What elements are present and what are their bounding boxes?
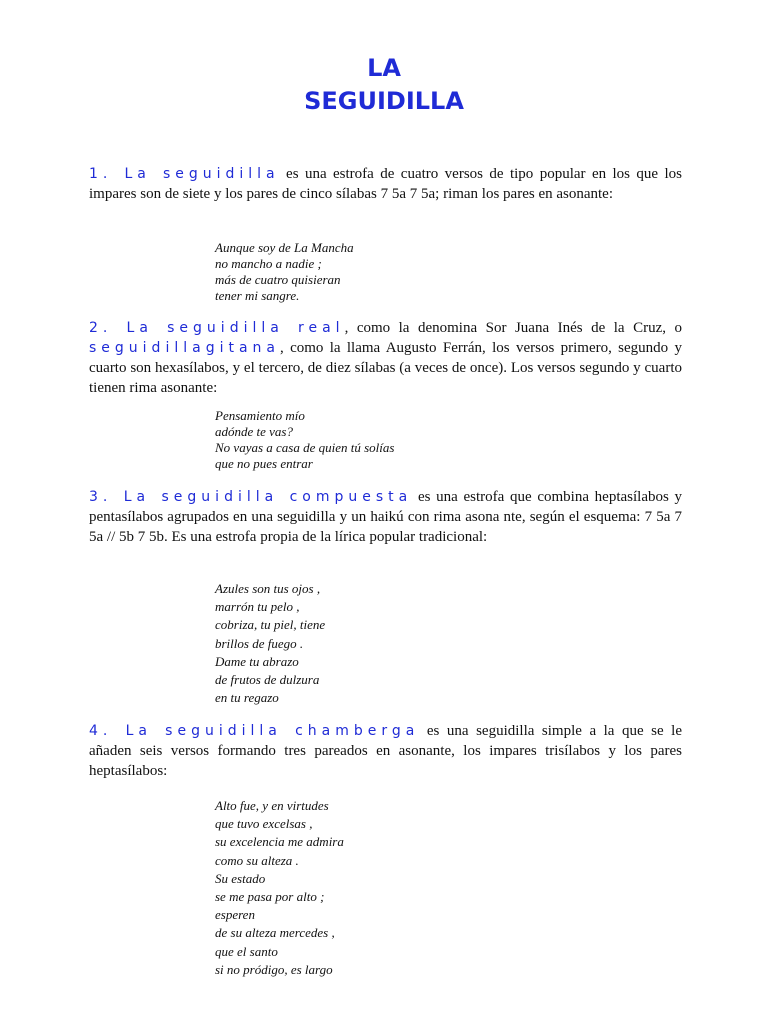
section-2-text-a: , como la denomina Sor Juana Inés de la Cruz, o: [344, 320, 682, 336]
verse-line: en tu regazo: [215, 690, 279, 706]
section-3-heading: 3. La seguidilla compuesta: [89, 489, 413, 505]
section-2-heading: 2. La seguidilla real: [89, 320, 345, 336]
verse-line: esperen: [215, 907, 255, 923]
verse-line: como su alteza .: [215, 852, 299, 868]
section-3-paragraph: [89, 487, 682, 547]
verse-line: no mancho a nadie ;: [215, 256, 322, 271]
section-4-paragraph: [89, 721, 682, 781]
verse-line: que no pues entrar: [215, 456, 313, 471]
verse-line: Alto fue, y en virtudes: [215, 798, 329, 813]
verse-line: No vayas a casa de quien tú solías: [215, 440, 395, 455]
section-3-verses: [215, 580, 325, 707]
verse-line: más de cuatro quisieran: [215, 272, 341, 287]
verse-line: que tuvo excelsas ,: [215, 816, 313, 832]
verse-line: Aunque soy de La Mancha: [215, 240, 354, 255]
document-title-line-2: SEGUIDILLA: [304, 87, 464, 115]
verse-line: si no pródigo, es largo: [215, 961, 333, 977]
verse-line: Azules son tus ojos ,: [215, 581, 321, 596]
section-2-paragraph: [89, 318, 682, 398]
verse-line: de frutos de dulzura: [215, 672, 320, 688]
verse-line: Dame tu abrazo: [215, 653, 299, 669]
verse-line: se me pasa por alto ;: [215, 889, 325, 905]
section-1-paragraph: [89, 164, 682, 204]
section-4-verses: [215, 797, 344, 979]
section-4-text: es una seguidilla simple a la que se le añaden seis versos formando tres pareados en asonante, los impares trisílabos y los pares heptasílabos:: [89, 723, 683, 779]
section-2-text-b: , como la llama Augusto Ferrán, los versos primero, segundo y cuarto son hexasílabos, y el tercero, de diez sílabas (a veces de once). Los versos segundo y cuarto tienen rima asonante:: [89, 340, 682, 396]
verse-line: su excelencia me admira: [215, 834, 344, 850]
verse-line: Su estado: [215, 870, 266, 886]
verse-line: de su alteza mercedes ,: [215, 925, 335, 941]
section-1-text: es una estrofa de cuatro versos de tipo popular en los que los impares son de siete y los pares de cinco sílabas 7 5a 7 5a; riman los pares en asonante:: [89, 166, 682, 202]
section-2-heading-b: seguidillagitana: [89, 340, 280, 356]
verse-line: adónde te vas?: [215, 424, 293, 439]
verse-line: brillos de fuego .: [215, 635, 304, 651]
verse-line: marrón tu pelo ,: [215, 599, 300, 615]
verse-line: cobriza, tu piel, tiene: [215, 617, 326, 633]
verse-line: Pensamiento mío: [215, 408, 305, 423]
verse-line: tener mi sangre.: [215, 288, 300, 303]
section-1-verses: [215, 240, 354, 304]
section-3-text: es una estrofa que combina heptasílabos y pentasílabos agrupados en una seguidilla y un haikú con rima asona nte, según el esquema: 7 5a 7 5a // 5b 7 5b. Es una estrofa propia de la lírica popular tradicional:: [89, 489, 683, 545]
verse-line: que el santo: [215, 943, 278, 959]
section-1-heading: 1. La seguidilla: [89, 166, 280, 182]
section-2-verses: [215, 408, 394, 472]
document-title-line-1: LA: [367, 54, 401, 82]
section-4-heading: 4. La seguidilla chamberga: [89, 723, 420, 739]
